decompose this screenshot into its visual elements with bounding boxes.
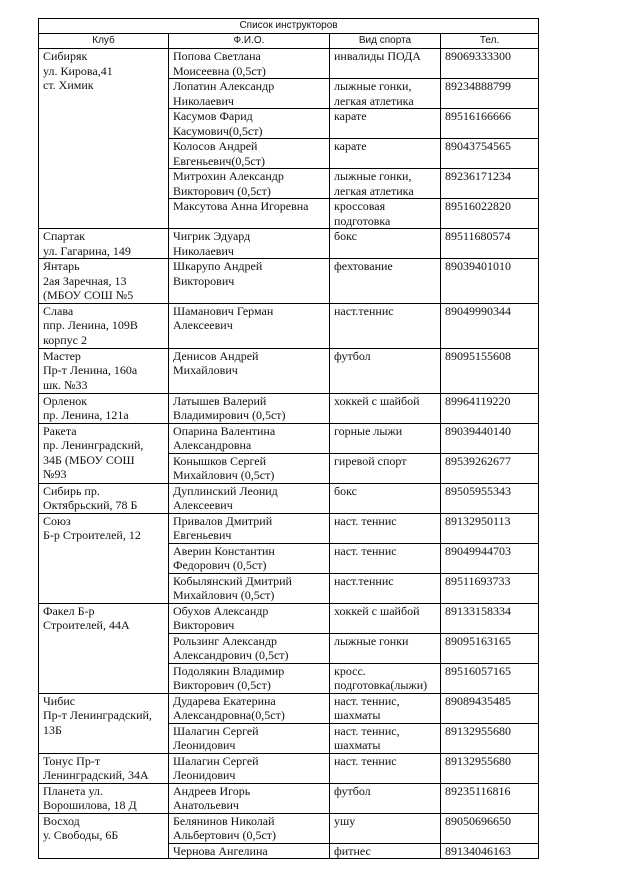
phone-cell: 89049944703 xyxy=(441,543,539,573)
table-row xyxy=(39,813,539,843)
instructor-name-cell: Лопатин Александр Николаевич xyxy=(169,79,330,109)
sport-cell: кросс. подготовка(лыжи) xyxy=(330,663,441,693)
header-row xyxy=(39,34,539,49)
phone-cell: 89049990344 xyxy=(441,303,539,348)
instructor-name-cell: Шкарупо Андрей Викторович xyxy=(169,259,330,304)
table-title: Список инструкторов xyxy=(39,19,539,34)
phone-cell: 89132950113 xyxy=(441,513,539,543)
phone-cell: 89511693733 xyxy=(441,573,539,603)
instructor-name-cell: Аверин Константин Федорович (0,5ст) xyxy=(169,543,330,573)
instructor-name-cell: Шалагин Сергей Леонидович xyxy=(169,753,330,783)
table-row xyxy=(39,753,539,783)
club-cell: Тонус Пр-т Ленинградский, 34А xyxy=(39,753,169,783)
phone-cell: 89964119220 xyxy=(441,393,539,423)
instructor-name-cell: Рользинг Александр Александрович (0,5ст) xyxy=(169,633,330,663)
phone-cell: 89516022820 xyxy=(441,199,539,229)
sport-cell: лыжные гонки xyxy=(330,633,441,663)
phone-cell: 89095163165 xyxy=(441,633,539,663)
instructor-name-cell: Шалагин Сергей Леонидович xyxy=(169,723,330,753)
table-row xyxy=(39,513,539,543)
sport-cell: фитнес xyxy=(330,843,441,859)
club-cell: Янтарь 2ая Заречная, 13 (МБОУ СОШ №5 xyxy=(39,259,169,304)
sport-cell: фехтование xyxy=(330,259,441,304)
header-sport: Вид спорта xyxy=(330,34,441,49)
table-row xyxy=(39,259,539,304)
sport-cell: инвалиды ПОДА xyxy=(330,49,441,79)
sport-cell: бокс xyxy=(330,483,441,513)
sport-cell: ушу xyxy=(330,813,441,843)
club-cell: Мастер Пр-т Ленина, 160а шк. №33 xyxy=(39,348,169,393)
club-cell: Восход у. Свободы, 6Б xyxy=(39,813,169,859)
phone-cell: 89516166666 xyxy=(441,109,539,139)
instructor-name-cell: Митрохин Александр Викторович (0,5ст) xyxy=(169,169,330,199)
table-row xyxy=(39,229,539,259)
instructor-name-cell: Андреев Игорь Анатольевич xyxy=(169,783,330,813)
club-cell: Планета ул. Ворошилова, 18 Д xyxy=(39,783,169,813)
phone-cell: 89236171234 xyxy=(441,169,539,199)
instructor-list-sheet xyxy=(38,18,539,859)
sport-cell: хоккей с шайбой xyxy=(330,603,441,633)
club-cell: Ракета пр. Ленинградский, 34Б (МБОУ СОШ №93 xyxy=(39,423,169,483)
instructor-name-cell: Латышев Валерий Владимирович (0,5ст) xyxy=(169,393,330,423)
table-row xyxy=(39,483,539,513)
instructor-name-cell: Конышков Сергей Михайлович (0,5ст) xyxy=(169,453,330,483)
instructor-name-cell: Дударева Екатерина Александровна(0,5ст) xyxy=(169,693,330,723)
instructor-name-cell: Белянинов Николай Альбертович (0,5ст) xyxy=(169,813,330,843)
phone-cell: 89505955343 xyxy=(441,483,539,513)
sport-cell: наст. теннис, шахматы xyxy=(330,693,441,723)
phone-cell: 89050696650 xyxy=(441,813,539,843)
sport-cell: бокс xyxy=(330,229,441,259)
phone-cell: 89134046163 xyxy=(441,843,539,859)
sport-cell: футбол xyxy=(330,783,441,813)
sport-cell: горные лыжи xyxy=(330,423,441,453)
club-cell: Чибис Пр-т Ленинградский, 13Б xyxy=(39,693,169,753)
instructor-name-cell: Шаманович Герман Алексеевич xyxy=(169,303,330,348)
instructor-name-cell: Подолякин Владимир Викторович (0,5ст) xyxy=(169,663,330,693)
instructor-name-cell: Касумов Фарид Касумович(0,5ст) xyxy=(169,109,330,139)
phone-cell: 89133158334 xyxy=(441,603,539,633)
header-club: Клуб xyxy=(39,34,169,49)
instructor-table xyxy=(38,18,539,859)
title-row xyxy=(39,19,539,34)
sport-cell: гиревой спорт xyxy=(330,453,441,483)
sport-cell: лыжные гонки, легкая атлетика xyxy=(330,79,441,109)
sport-cell: кроссовая подготовка xyxy=(330,199,441,229)
phone-cell: 89516057165 xyxy=(441,663,539,693)
sport-cell: лыжные гонки, легкая атлетика xyxy=(330,169,441,199)
table-row xyxy=(39,783,539,813)
club-cell: Факел Б-р Строителей, 44А xyxy=(39,603,169,693)
instructor-name-cell: Чигрик Эдуард Николаевич xyxy=(169,229,330,259)
table-row xyxy=(39,49,539,79)
club-cell: Орленок пр. Ленина, 121а xyxy=(39,393,169,423)
club-cell: Сибиряк ул. Кирова,41 ст. Химик xyxy=(39,49,169,229)
sport-cell: наст. теннис xyxy=(330,543,441,573)
header-name: Ф.И.О. xyxy=(169,34,330,49)
sport-cell: карате xyxy=(330,109,441,139)
instructor-name-cell: Дуплинский Леонид Алексеевич xyxy=(169,483,330,513)
header-phone: Тел. xyxy=(441,34,539,49)
instructor-name-cell: Максутова Анна Игоревна xyxy=(169,199,330,229)
phone-cell: 89234888799 xyxy=(441,79,539,109)
instructor-name-cell: Попова Светлана Моисеевна (0,5ст) xyxy=(169,49,330,79)
sport-cell: карате xyxy=(330,139,441,169)
instructor-name-cell: Денисов Андрей Михайлович xyxy=(169,348,330,393)
table-row xyxy=(39,393,539,423)
phone-cell: 89132955680 xyxy=(441,753,539,783)
table-row xyxy=(39,693,539,723)
sport-cell: наст. теннис xyxy=(330,513,441,543)
instructor-name-cell: Чернова Ангелина xyxy=(169,843,330,859)
table-row xyxy=(39,348,539,393)
phone-cell: 89095155608 xyxy=(441,348,539,393)
instructor-name-cell: Привалов Дмитрий Евгеньевич xyxy=(169,513,330,543)
table-body xyxy=(39,49,539,859)
phone-cell: 89089435485 xyxy=(441,693,539,723)
phone-cell: 89511680574 xyxy=(441,229,539,259)
instructor-name-cell: Колосов Андрей Евгеньевич(0,5ст) xyxy=(169,139,330,169)
sport-cell: наст. теннис, шахматы xyxy=(330,723,441,753)
sport-cell: футбол xyxy=(330,348,441,393)
instructor-name-cell: Кобылянский Дмитрий Михайлович (0,5ст) xyxy=(169,573,330,603)
phone-cell: 89043754565 xyxy=(441,139,539,169)
phone-cell: 89539262677 xyxy=(441,453,539,483)
sport-cell: наст. теннис xyxy=(330,753,441,783)
sport-cell: наст.теннис xyxy=(330,303,441,348)
club-cell: Сибирь пр. Октябрьский, 78 Б xyxy=(39,483,169,513)
table-row xyxy=(39,603,539,633)
instructor-name-cell: Опарина Валентина Александровна xyxy=(169,423,330,453)
phone-cell: 89069333300 xyxy=(441,49,539,79)
sport-cell: наст.теннис xyxy=(330,573,441,603)
phone-cell: 89132955680 xyxy=(441,723,539,753)
phone-cell: 89235116816 xyxy=(441,783,539,813)
club-cell: Спартак ул. Гагарина, 149 xyxy=(39,229,169,259)
club-cell: Слава ппр. Ленина, 109В корпус 2 xyxy=(39,303,169,348)
phone-cell: 89039401010 xyxy=(441,259,539,304)
table-row xyxy=(39,303,539,348)
table-row xyxy=(39,423,539,453)
sport-cell: хоккей с шайбой xyxy=(330,393,441,423)
phone-cell: 89039440140 xyxy=(441,423,539,453)
club-cell: Союз Б-р Строителей, 12 xyxy=(39,513,169,603)
instructor-name-cell: Обухов Александр Викторович xyxy=(169,603,330,633)
